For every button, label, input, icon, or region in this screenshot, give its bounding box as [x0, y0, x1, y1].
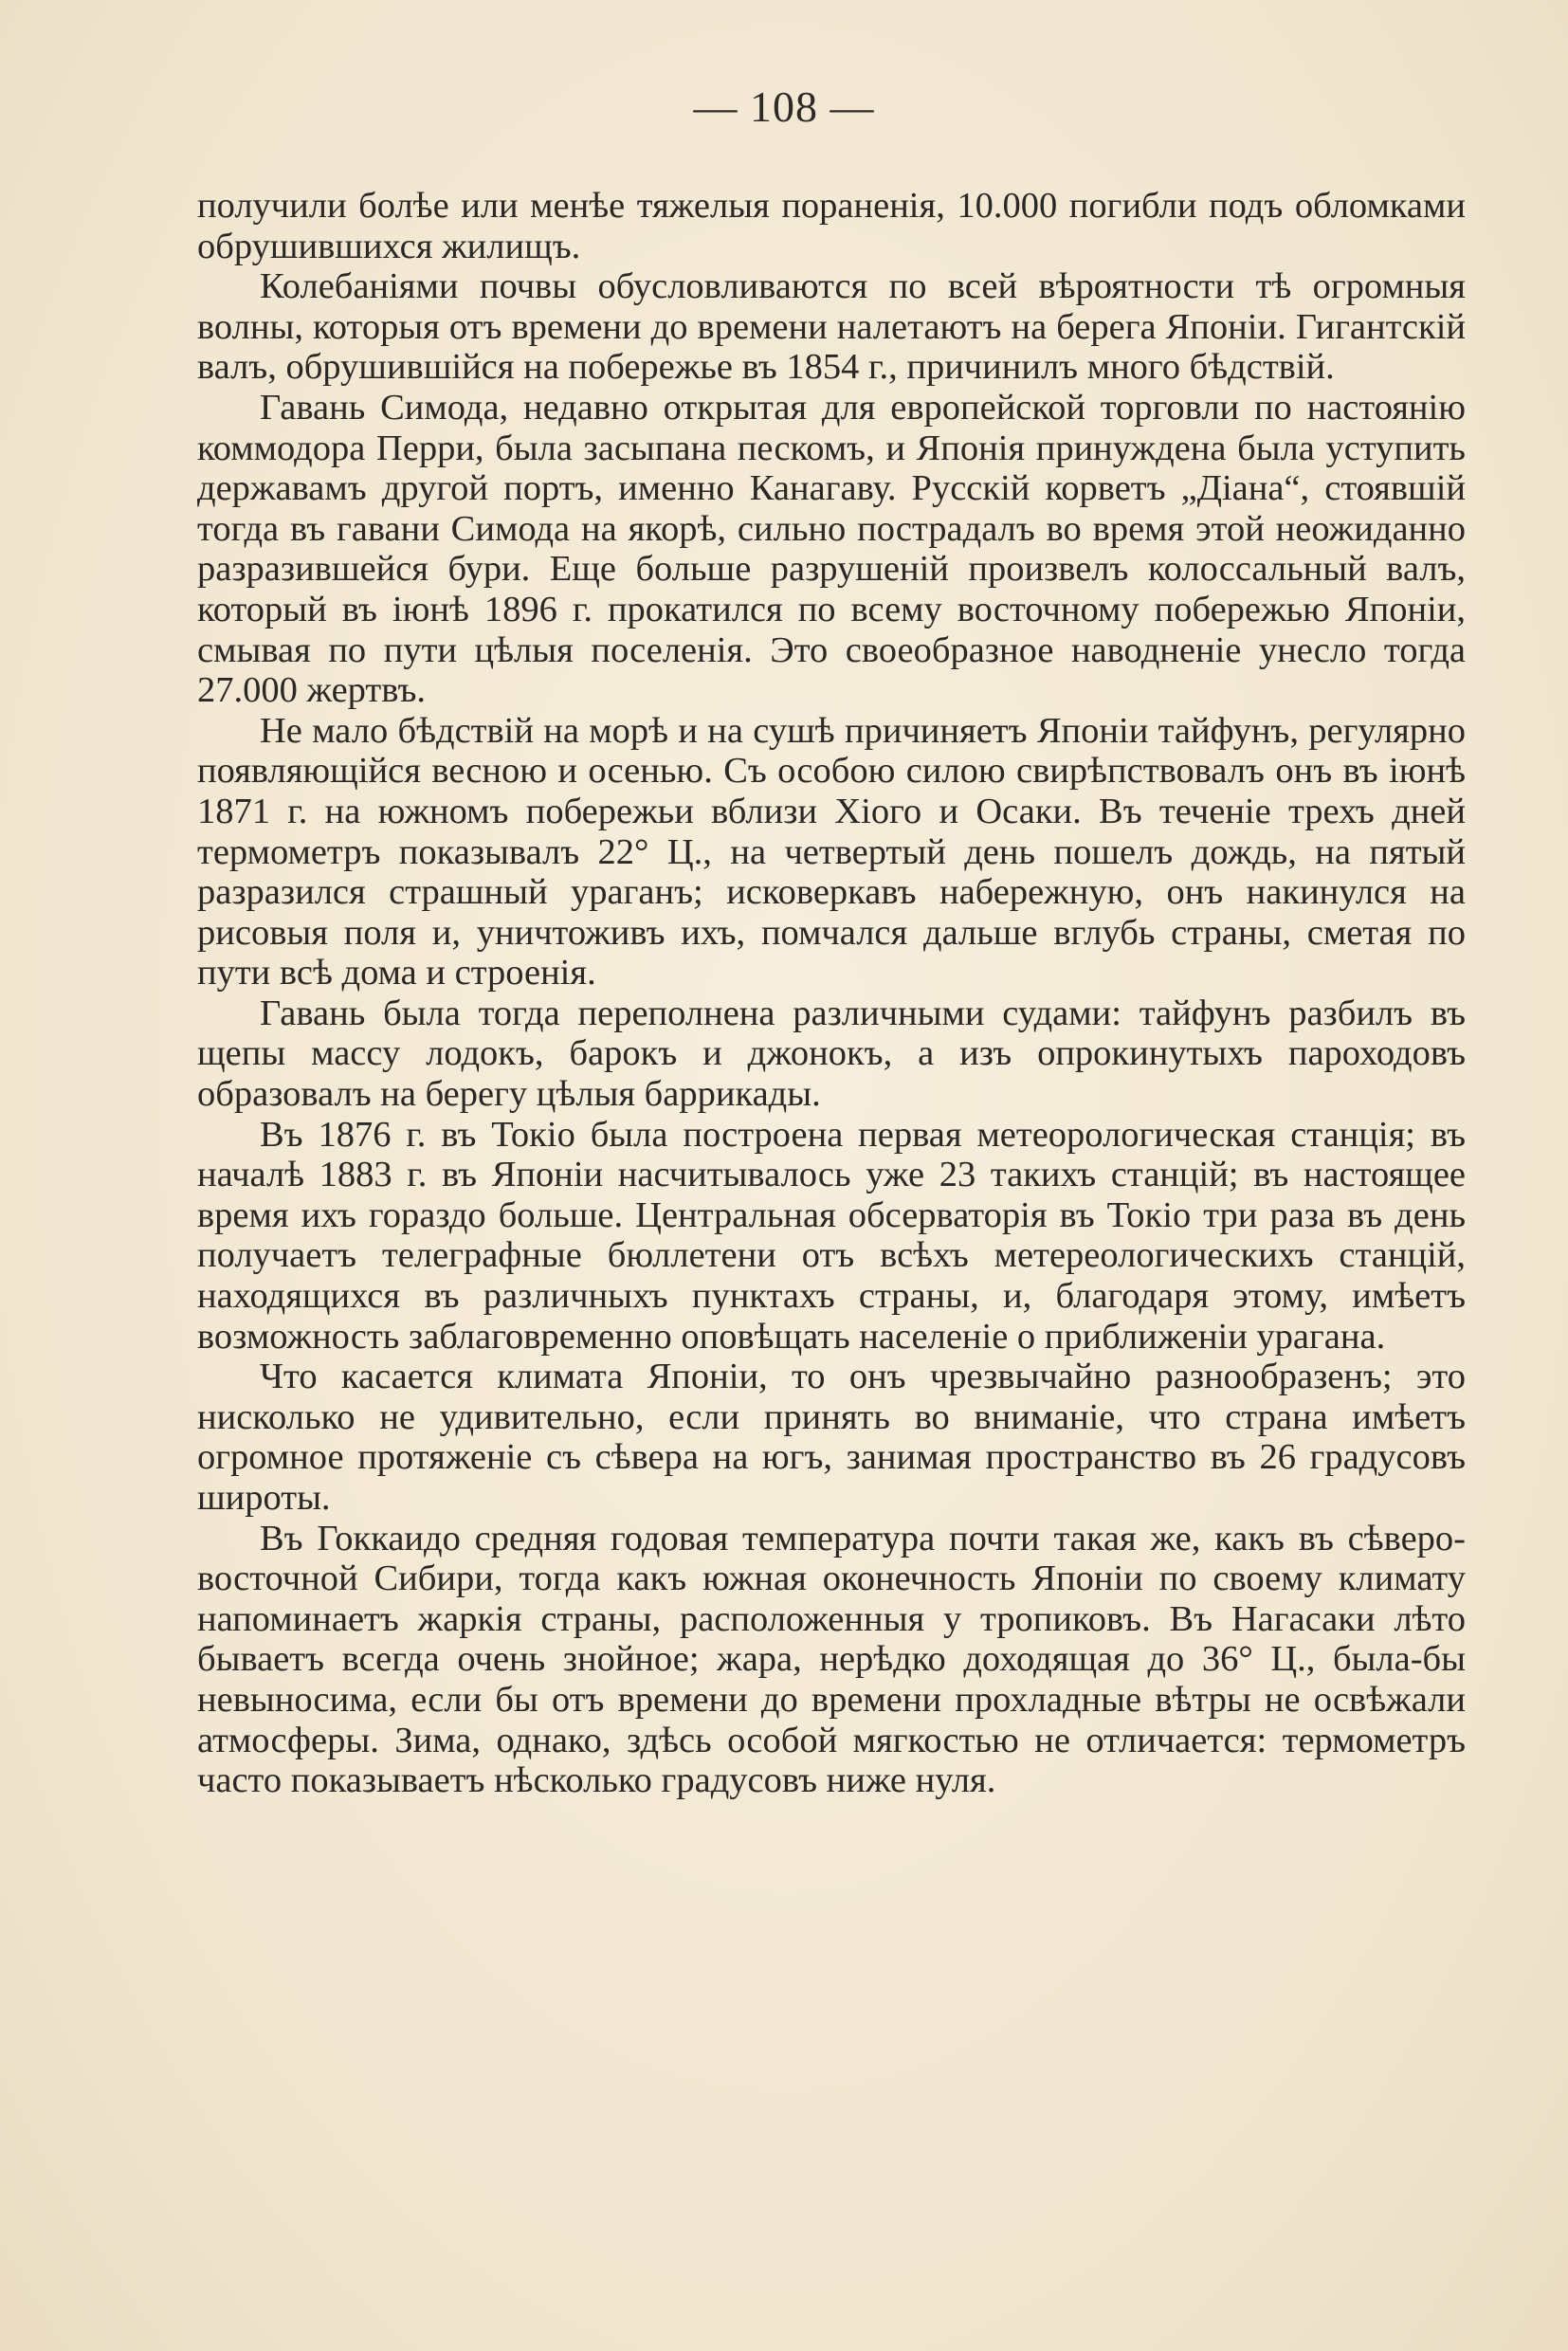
paragraph-continuation: получили болѣе или менѣе тяжелыя пораненія, 10.000 погибли подъ обломками обрушившихся жилищъ.: [197, 186, 1466, 266]
page-text: [197, 186, 1466, 1801]
paragraph-shimoda-harbor: Гавань Симода, недавно открытая для европейской торговли по настоянію коммодора Перри, была засыпана пескомъ, и Японія принуждена была уступить державамъ другой портъ, именно Канагаву. Русскій корветъ „Діана“, стоявшій тогда въ гавани Симода на якорѣ, сильно пострадалъ во время этой неожиданно разразившейся бури. Еще больше разрушеній произвелъ колоссальный валъ, который въ іюнѣ 1896 г. прокатился по всему восточному побережью Японіи, смывая по пути цѣлыя поселенія. Это своеобразное наводненіе унесло тогда 27.000 жертвъ.: [197, 387, 1466, 711]
paragraph-climate: Что касается климата Японіи, то онъ чрезвычайно разнообразенъ; это нисколько не удивительно, если принять во вниманіе, что страна имѣетъ огромное протяженіе съ сѣвера на югъ, занимая пространство въ 26 градусовъ широты.: [197, 1357, 1466, 1518]
paragraph-meteorological-stations: Въ 1876 г. въ Токіо была построена первая метеорологическая станція; въ началѣ 1883 г. въ Японіи насчитывалось уже 23 такихъ станцій; въ настоящее время ихъ гораздо больше. Центральная обсерваторія въ Токіо три раза въ день получаетъ телеграфные бюллетени отъ всѣхъ метереологическихъ станцій, находящихся въ различныхъ пунктахъ страны, и, благодаря этому, имѣетъ возможность заблаговременно оповѣщать населеніе о приближеніи урагана.: [197, 1114, 1466, 1357]
paragraph-waves: Колебаніями почвы обусловливаются по всей вѣроятности тѣ огромныя волны, которыя отъ времени до времени налетаютъ на берега Японіи. Гигантскій валъ, обрушившійся на побережье въ 1854 г., причинилъ много бѣдствій.: [197, 266, 1466, 388]
paragraph-typhoon: Не мало бѣдствій на морѣ и на сушѣ причиняетъ Японіи тайфунъ, регулярно появляющійся весною и осенью. Съ особою силою свирѣпствовалъ онъ въ іюнѣ 1871 г. на южномъ побережьи вблизи Хіого и Осаки. Въ теченіе трехъ дней термометръ показывалъ 22° Ц., на четвертый день пошелъ дождь, на пятый разразился страшный ураганъ; исковеркавъ набережную, онъ накинулся на рисовыя поля и, уничтоживъ ихъ, помчался дальше вглубь страны, сметая по пути всѣ дома и строенія.: [197, 710, 1466, 993]
paragraph-hokkaido-nagasaki: Въ Гоккаидо средняя годовая температура почти такая же, какъ въ сѣверо-восточной Сибири, тогда какъ южная оконечность Японіи по своему климату напоминаетъ жаркія страны, расположенныя у тропиковъ. Въ Нагасаки лѣто бываетъ всегда очень знойное; жара, нерѣдко доходящая до 36° Ц., была-бы невыносима, если бы отъ времени до времени прохладные вѣтры не освѣжали атмосферы. Зима, однако, здѣсь особой мягкостью не отличается: термометръ часто показываетъ нѣсколько градусовъ ниже нуля.: [197, 1518, 1466, 1801]
page-number: — 108 —: [693, 82, 875, 131]
paragraph-harbor-ships: Гавань была тогда переполнена различными судами: тайфунъ разбилъ въ щепы массу лодокъ, барокъ и джонокъ, а изъ опрокинутыхъ пароходовъ образовалъ на берегу цѣлыя баррикады.: [197, 993, 1466, 1115]
